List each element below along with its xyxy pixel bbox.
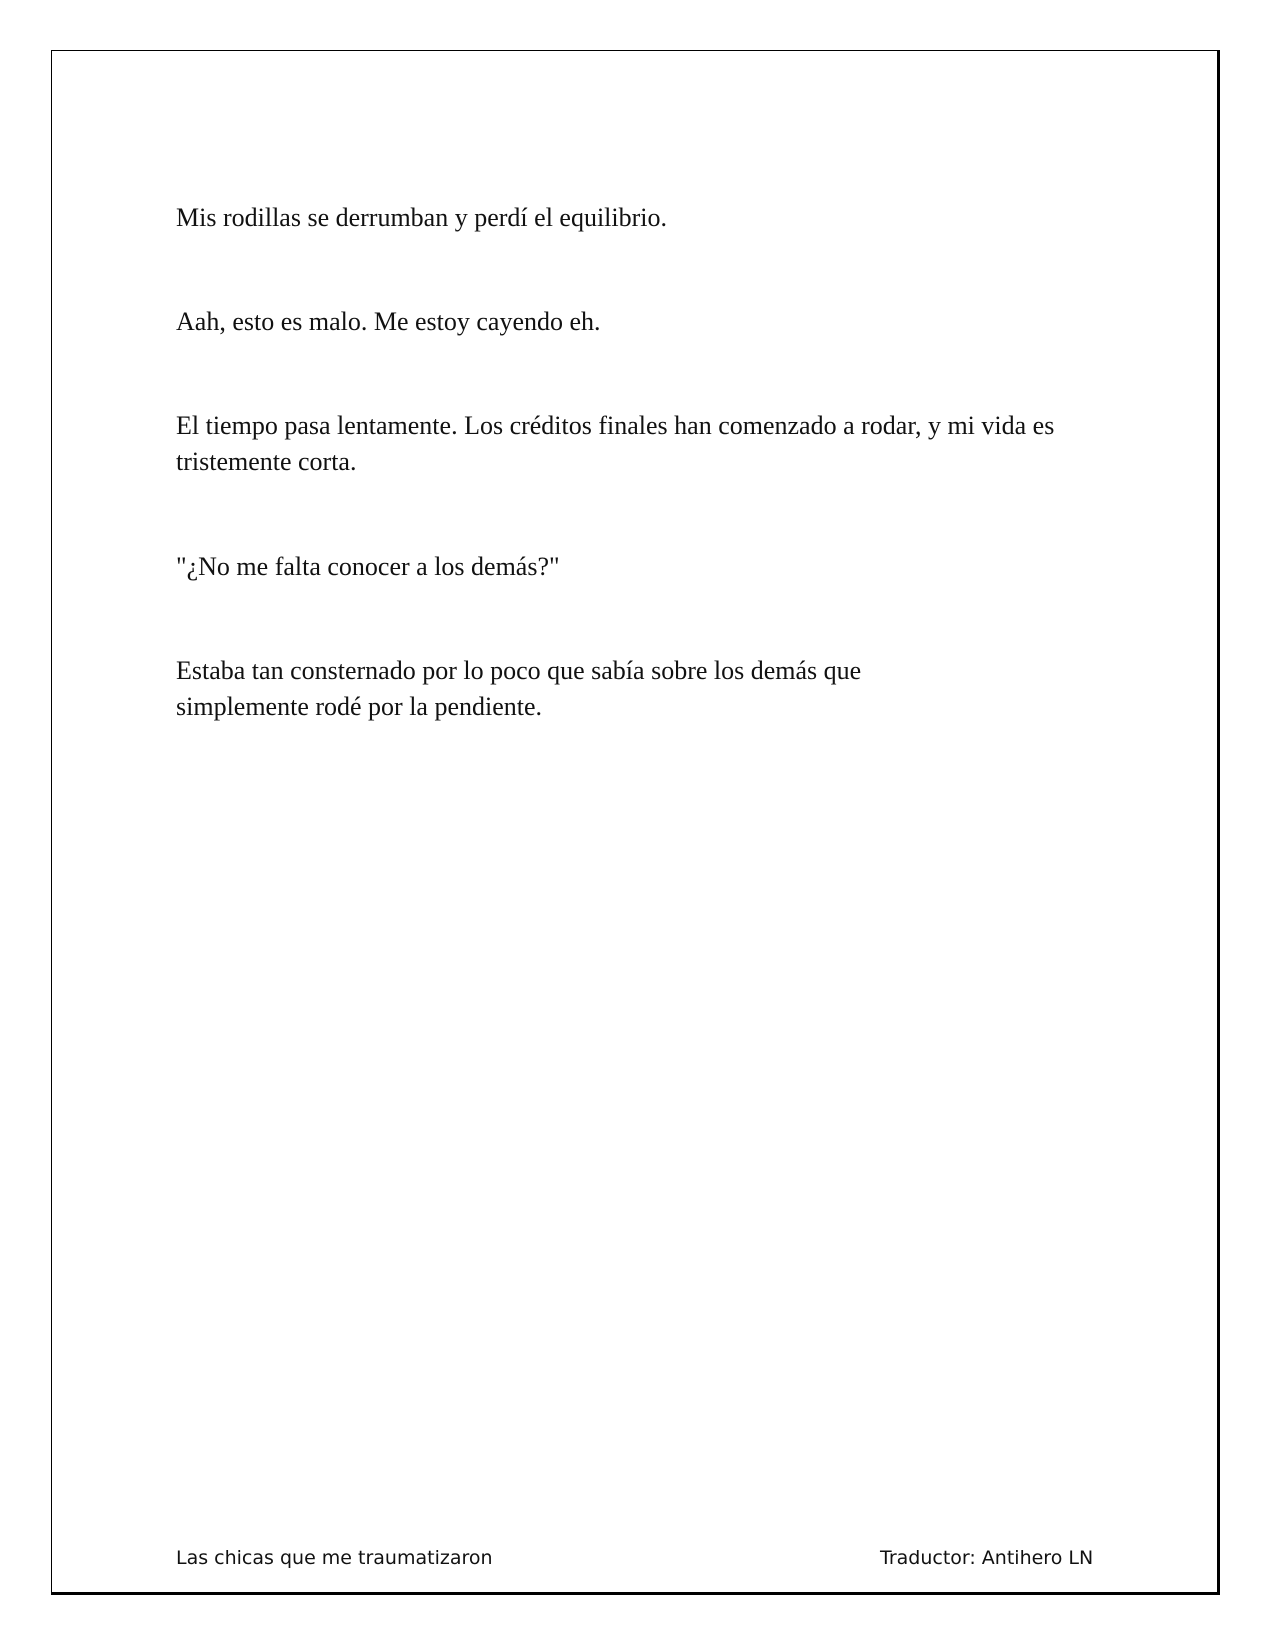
paragraph: Estaba tan consternado por lo poco que sabía sobre los demás que simplemente rodé por la pendiente. (176, 656, 862, 721)
footer-translator: Traductor: Antihero LN (880, 1547, 1094, 1569)
footer-title: Las chicas que me traumatizaron (176, 1547, 493, 1569)
page-frame (51, 50, 1220, 1595)
paragraph: El tiempo pasa lentamente. Los créditos finales han comenzado a rodar, y mi vida es tristemente corta. (176, 411, 1055, 476)
paragraph: Aah, esto es malo. Me estoy cayendo eh. (176, 307, 601, 336)
paragraph: Mis rodillas se derrumban y perdí el equilibrio. (176, 203, 668, 232)
paragraph: "¿No me falta conocer a los demás?" (176, 552, 560, 581)
